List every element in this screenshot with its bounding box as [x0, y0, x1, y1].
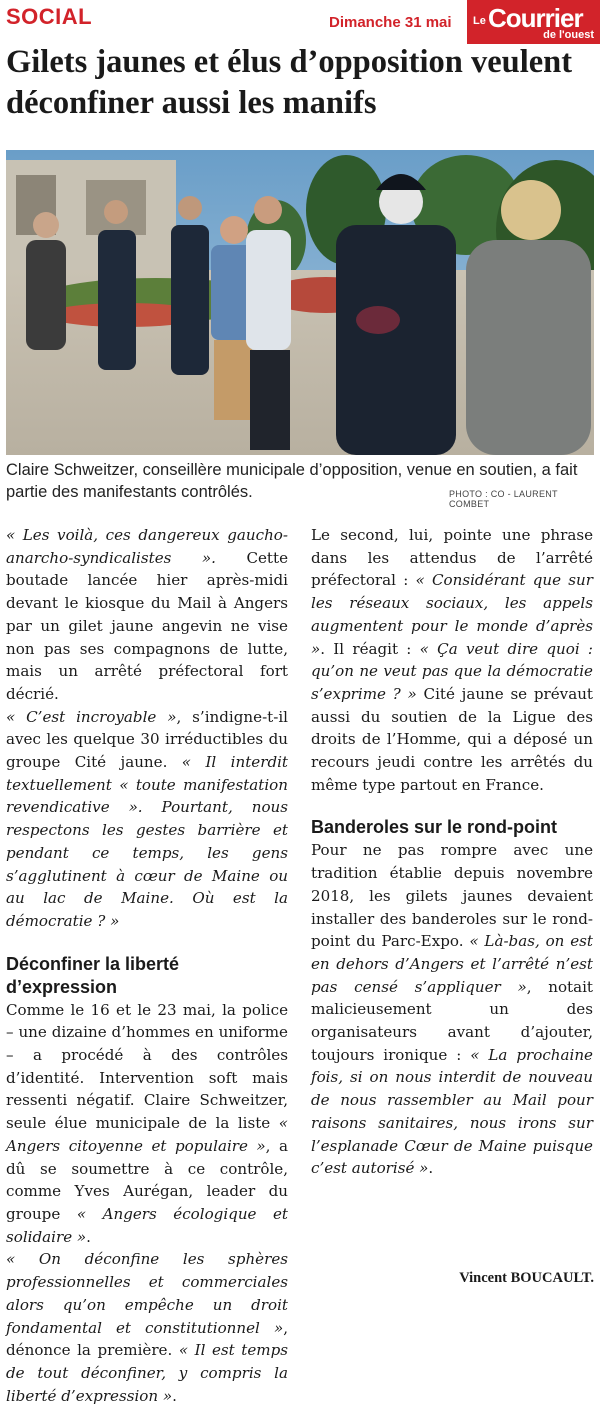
article-headline: Gilets jaunes et élus d’opposition veulent déconfiner aussi les manifs [6, 44, 573, 121]
photo-credit: PHOTO : CO - LAURENT COMBET [449, 489, 558, 509]
quote: « C’est incroyable » [6, 707, 177, 726]
quote: « On déconfine les sphères professionnelles et commerciales alors qu’on empêche un droit fondamental et constitutionnel » [6, 1250, 288, 1337]
text: Cité jaune se prévaut aussi du soutien de la Ligue des droits de l’Homme, qui a déposé un recours jeudi contre les arrêtés du même type partout en France. [311, 684, 593, 794]
text: , s’indigne-t-il avec les quelque 30 irréductibles du groupe Cité jaune. [6, 707, 288, 772]
photo-caption: Claire Schweitzer, conseillère municipale d’opposition, venue en soutien, a fait partie des manifestants contrôlés. [6, 461, 578, 501]
text: , dénonce la première. [6, 1318, 288, 1360]
section-label: SOCIAL [6, 4, 93, 29]
text: Le second, lui, pointe une phrase dans les attendus de l’arrêté préfectoral : [311, 526, 593, 590]
quote: « Là-bas, on est en dehors d’Angers et l’arrêté n’est pas censé s’appliquer » [311, 932, 593, 996]
text: . Il réagit : [320, 639, 420, 658]
article-column-left [6, 524, 288, 1407]
text: , notait malicieusement un des organisateurs avant d’ajouter, toujours ironique : [311, 977, 593, 1064]
text: . [428, 1159, 434, 1178]
paragraph [311, 524, 593, 796]
article-column-right [311, 524, 593, 1180]
text: , a dû se soumettre à ce contrôle, comme Yves Aurégan, leader du groupe [6, 1136, 288, 1223]
paragraph [6, 999, 288, 1249]
quote: « Angers citoyenne et populaire » [6, 1114, 288, 1155]
text: Pour ne pas rompre avec une tradition établie depuis novembre 2018, les gilets jaunes devaient installer des banderoles sur le rond-point du Parc-Expo. [311, 841, 593, 951]
quote: « Considérant que sur les réseaux sociaux, les appels augmentent pour le monde d’après » [311, 571, 593, 658]
quote: « La prochaine fois, si on nous interdit de nouveau de nous rassembler au Mail pour raisons sanitaires, nous irons sur l’esplanade Cœur de Maine puisque c’est autorisé » [311, 1045, 593, 1178]
logo-name: Courrier [488, 3, 583, 33]
text: Cette boutade lancée hier après-midi devant le kiosque du Mail à Angers par un gilet jaune angevin ne vise non pas ses compagnons de lutte, mais un arrêté préfectoral fort décrié. [6, 548, 288, 703]
quote: « Il interdit textuellement « toute manifestation revendicative ». Pourtant, nous respectons les gestes barrière et pendant ce temps, les gens s’agglutinent à cœur de Maine ou au lac de Maine. Où est la démocratie ? » [6, 753, 288, 930]
photo-illustration [6, 150, 594, 455]
quote: « Les voilà, ces dangereux gaucho-anarcho-syndicalistes ». [6, 526, 288, 567]
issue-date: Dimanche 31 mai [329, 14, 452, 31]
paragraph [311, 839, 593, 1180]
logo-le: Le [473, 15, 486, 27]
paragraph [6, 706, 288, 933]
quote: « Il est temps de tout déconfiner, y compris la liberté d’expression » [6, 1341, 288, 1405]
logo-subtitle: de l'ouest [543, 29, 594, 41]
quote: « Angers écologique et solidaire » [6, 1204, 288, 1246]
quote: « Ça veut dire quoi : qu’on ne veut pas que la démocratie s’exprime ? » [311, 639, 593, 703]
subheading: Déconfiner la liberté d’expression [6, 953, 180, 997]
newspaper-logo [467, 0, 600, 44]
paragraph [6, 1248, 288, 1407]
page-header [0, 0, 600, 44]
text: Comme le 16 et le 23 mai, la police – une dizaine d’hommes en uniforme – a procédé à des contrôles d’identité. Intervention soft mais ressenti négatif. Claire Schweitzer, seule élue municipale de la liste [6, 1000, 288, 1133]
article-photo [6, 150, 594, 455]
paragraph [6, 524, 288, 706]
text: . [172, 1386, 177, 1405]
author-signature: Vincent BOUCAULT. [459, 1270, 594, 1286]
text: . [86, 1227, 91, 1246]
subheading: Banderoles sur le rond-point [311, 817, 558, 838]
